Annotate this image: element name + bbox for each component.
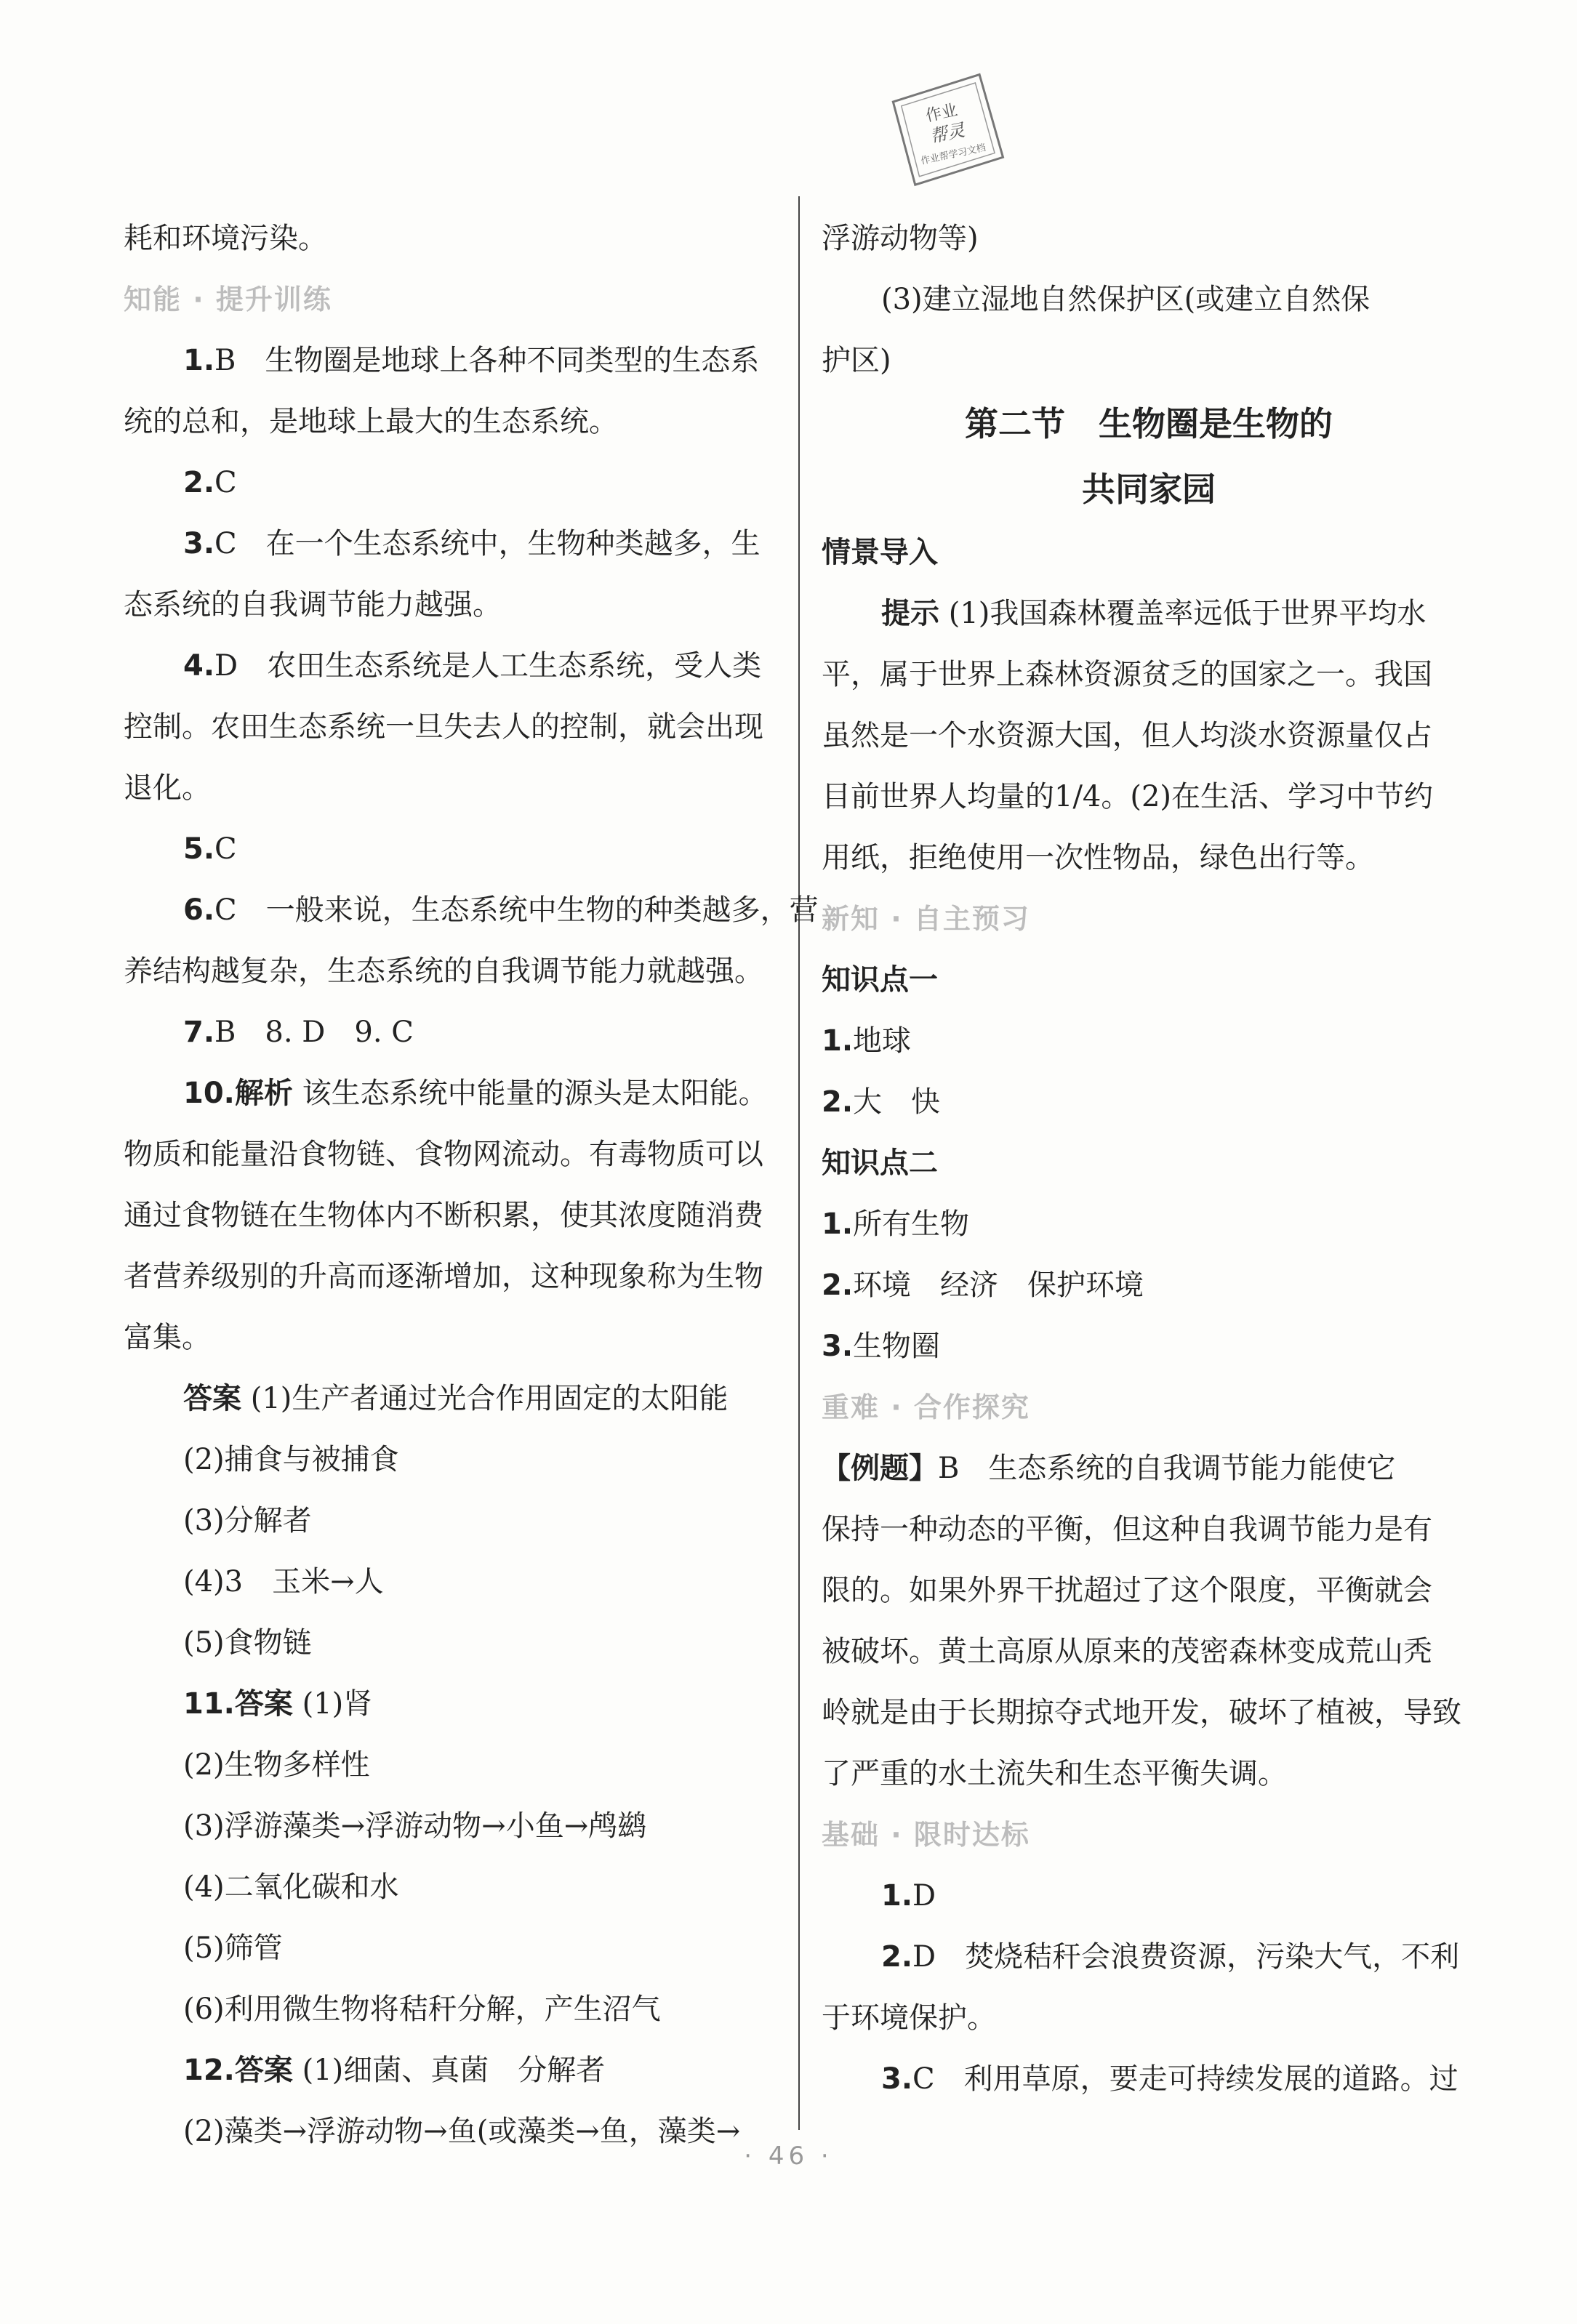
item-number: 4. (183, 649, 215, 683)
text-line: 保持一种动态的平衡，但这种自我调节能力是有 (822, 1513, 1432, 1546)
answer-line (124, 330, 785, 391)
item-text: C (214, 466, 237, 499)
item-number: 2. (822, 1085, 854, 1119)
answer-line (124, 513, 785, 574)
item-text: (1)生产者通过光合作用固定的太阳能 (241, 1382, 729, 1415)
page-number: · 46 · (744, 2142, 833, 2171)
answer-line (124, 635, 785, 696)
item-text: 该生态系统中能量的源头是太阳能。 (292, 1077, 768, 1110)
stamp-logo (877, 65, 1014, 196)
item-text: (1)细菌、真菌 分解者 (292, 2054, 606, 2087)
subheading: 情景导入 (822, 536, 938, 569)
item-text: (1)肾 (292, 1687, 373, 1721)
column-divider (798, 196, 800, 2130)
item-text: C 在一个生态系统中，生物种类越多，生 (214, 527, 761, 560)
item-number: 1. (822, 1024, 854, 1058)
text-line: 限的。如果外界干扰超过了这个限度，平衡就会 (822, 1574, 1432, 1607)
text-line: (3)建立湿地自然保护区(或建立自然保 (881, 283, 1371, 316)
section-heading: 新知 · 自主预习 (822, 903, 1030, 935)
text-line: 护区) (822, 344, 891, 377)
text-line: 者营养级别的升高而逐渐增加，这种现象称为生物 (124, 1260, 763, 1293)
text-line: 态系统的自我调节能力越强。 (124, 588, 502, 622)
text-line: 退化。 (124, 771, 211, 805)
text-line: 通过食物链在生物体内不断积累，使其浓度随消费 (124, 1199, 763, 1232)
item-text: 环境 经济 保护环境 (853, 1268, 1144, 1302)
item-text: 大 快 (853, 1085, 941, 1119)
text-line: 了严重的水土流失和生态平衡失调。 (822, 1757, 1287, 1790)
keyword-label: 提示 (881, 597, 939, 630)
svg-text:作业: 作业 (923, 101, 960, 126)
answer-line (124, 1673, 785, 1734)
answer-line (822, 1255, 1476, 1316)
answer-line (822, 1071, 1476, 1133)
item-number: 1. (822, 1207, 854, 1241)
keyword-label: 解析 (234, 1077, 293, 1110)
item-number: 2. (881, 1940, 913, 1974)
item-text: C 一般来说，生态系统中生物的种类越多，营 (214, 893, 819, 927)
right-column (822, 208, 1476, 2110)
text-line: 岭就是由于长期掠夺式地开发，破坏了植被，导致 (822, 1696, 1461, 1729)
item-text: (1)我国森林覆盖率远低于世界平均水 (939, 597, 1426, 630)
text-line: 富集。 (124, 1321, 211, 1354)
answer-line (822, 583, 1476, 644)
keyword-label: 答案 (234, 2054, 293, 2087)
text-line: (2)藻类→浮游动物→鱼(或藻类→鱼，藻类→ (183, 2115, 741, 2148)
item-text: 所有生物 (853, 1207, 970, 1241)
item-text: D (912, 1879, 936, 1913)
subheading: 知识点一 (822, 963, 938, 997)
section-heading: 知能 · 提升训练 (124, 284, 332, 315)
text-line: 被破坏。黄土高原从原来的茂密森林变成荒山秃 (822, 1635, 1432, 1668)
text-line: 目前世界人均量的1/4。(2)在生活、学习中节约 (822, 780, 1434, 813)
text-line: (4)3 玉米→人 (183, 1565, 384, 1599)
section-title: 第二节 生物圈是生物的 (965, 404, 1333, 443)
text-line: 平，属于世界上森林资源贫乏的国家之一。我国 (822, 658, 1432, 691)
item-number: 2. (183, 466, 215, 499)
answer-line (124, 2040, 785, 2101)
text-line: (5)食物链 (183, 1626, 312, 1660)
text-line: (2)捕食与被捕食 (183, 1443, 399, 1476)
text-line: 虽然是一个水资源大国，但人均淡水资源量仅占 (822, 719, 1432, 752)
keyword-label: 答案 (234, 1687, 293, 1721)
text-line: 养结构越复杂，生态系统的自我调节能力就越强。 (124, 954, 763, 988)
svg-text:帮灵: 帮灵 (928, 119, 967, 148)
section-heading: 重难 · 合作探究 (822, 1391, 1030, 1423)
section-title: 共同家园 (1082, 470, 1216, 509)
item-number: 2. (822, 1268, 854, 1302)
item-number: 3. (183, 527, 215, 560)
item-number: 11. (183, 1687, 235, 1721)
answer-line (124, 1002, 785, 1063)
text-line: 浮游动物等) (822, 222, 979, 255)
keyword-label: 答案 (183, 1382, 241, 1415)
item-number: 1. (183, 344, 215, 377)
answer-line (822, 1926, 1476, 1987)
answer-line (124, 452, 785, 513)
item-text: 生物圈 (853, 1330, 941, 1363)
item-text: B 8. D 9. C (214, 1016, 414, 1049)
svg-text:作业帮学习文档: 作业帮学习文档 (920, 142, 987, 167)
text-line: (4)二氧化碳和水 (183, 1870, 399, 1904)
item-text: B 生物圈是地球上各种不同类型的生态系 (214, 344, 760, 377)
item-number: 3. (822, 1330, 854, 1363)
answer-line (822, 1865, 1476, 1926)
text-line: 物质和能量沿食物链、食物网流动。有毒物质可以 (124, 1138, 763, 1171)
answer-line (822, 1194, 1476, 1255)
answer-line (822, 1010, 1476, 1071)
item-number: 5. (183, 832, 215, 866)
text-line: 统的总和，是地球上最大的生态系统。 (124, 405, 618, 438)
section-heading: 基础 · 限时达标 (822, 1819, 1030, 1851)
subheading: 知识点二 (822, 1146, 938, 1180)
item-text: B 生态系统的自我调节能力能使它 (938, 1452, 1396, 1485)
item-number: 10. (183, 1077, 235, 1110)
item-text: D 农田生态系统是人工生态系统，受人类 (214, 649, 762, 683)
keyword-label: 【例题】 (822, 1452, 938, 1485)
answer-line (124, 1063, 785, 1124)
text-line: 用纸，拒绝使用一次性物品，绿色出行等。 (822, 841, 1374, 874)
text-line: (3)浮游藻类→浮游动物→小鱼→鸬鹚 (183, 1809, 647, 1843)
item-text: C (214, 832, 237, 866)
answer-line (822, 2048, 1476, 2110)
text-line: 控制。农田生态系统一旦失去人的控制，就会出现 (124, 710, 763, 744)
text-line: (6)利用微生物将秸秆分解，产生沼气 (183, 1993, 661, 2026)
item-text: 地球 (853, 1024, 912, 1058)
text-line: 耗和环境污染。 (124, 222, 327, 255)
item-number: 6. (183, 893, 215, 927)
item-text: C 利用草原，要走可持续发展的道路。过 (912, 2062, 1458, 2096)
text-line: (2)生物多样性 (183, 1748, 370, 1782)
answer-line (124, 880, 819, 941)
item-number: 12. (183, 2054, 235, 2087)
item-number: 1. (881, 1879, 913, 1913)
text-line: (3)分解者 (183, 1504, 312, 1537)
text-line: 于环境保护。 (822, 2001, 996, 2035)
item-text: D 焚烧秸秆会浪费资源，污染大气，不利 (912, 1940, 1460, 1974)
answer-line (822, 1438, 1476, 1499)
text-line: (5)筛管 (183, 1931, 283, 1965)
answer-line (124, 819, 785, 880)
answer-line (124, 1368, 785, 1429)
item-number: 7. (183, 1016, 215, 1049)
answer-line (822, 1316, 1476, 1377)
item-number: 3. (881, 2062, 913, 2096)
